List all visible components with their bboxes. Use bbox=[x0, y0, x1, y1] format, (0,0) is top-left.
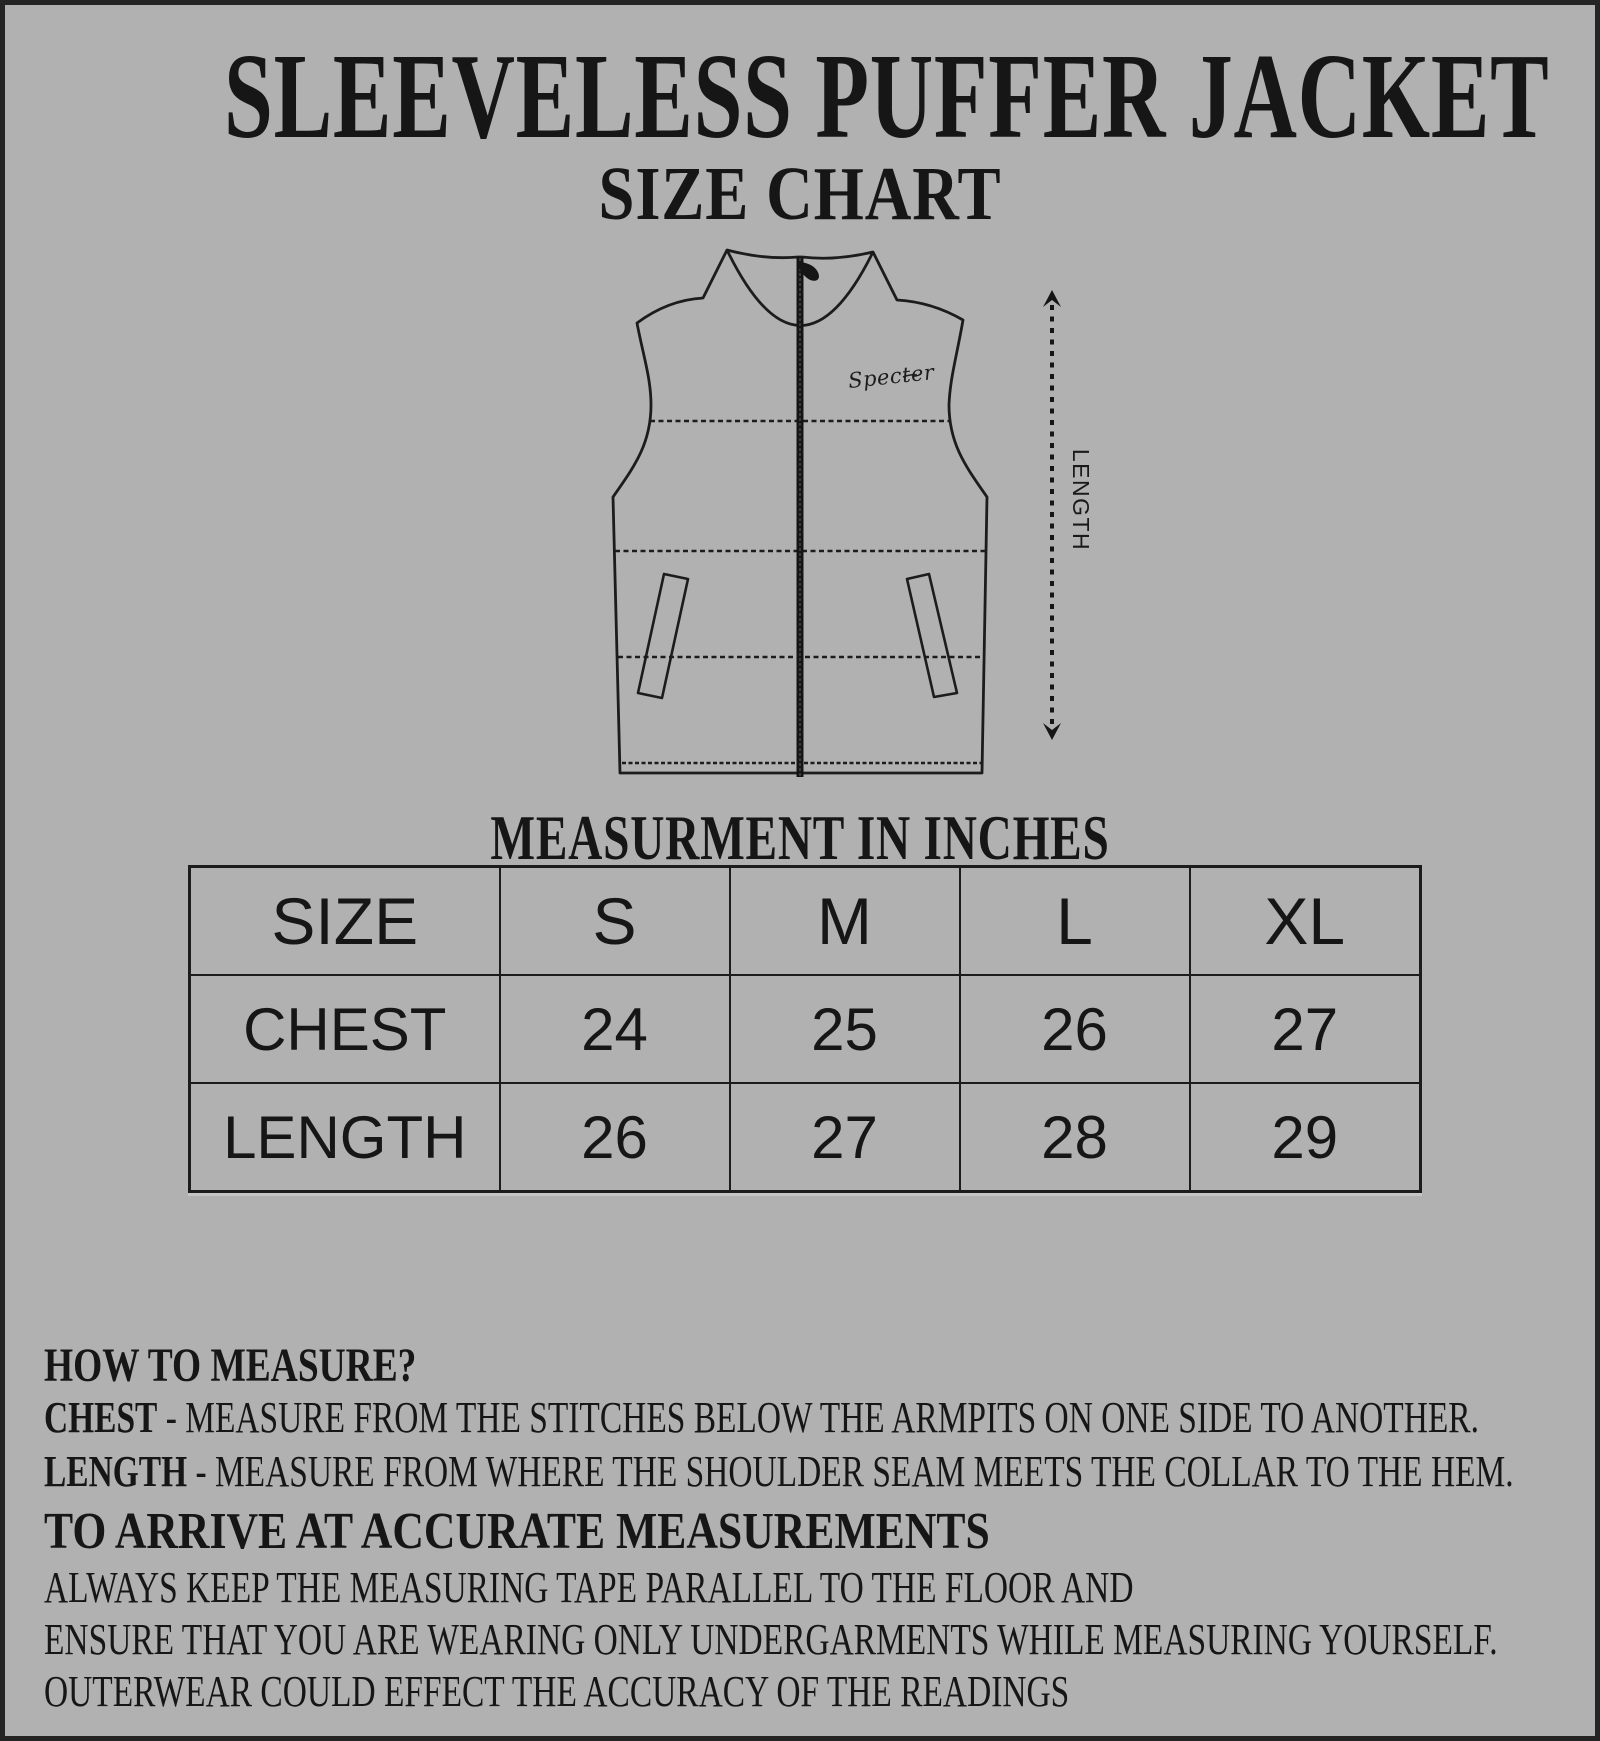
header-cell-l: L bbox=[960, 867, 1190, 976]
table-cell: 28 bbox=[960, 1083, 1190, 1192]
table-cell: 26 bbox=[960, 975, 1190, 1083]
measure-definition: - MEASURE FROM THE STITCHES BELOW THE ARMPITS ON ONE SIDE TO ANOTHER. bbox=[165, 1393, 1479, 1442]
header-cell-xl: XL bbox=[1190, 867, 1421, 976]
measure-term: LENGTH bbox=[44, 1447, 188, 1496]
how-to-measure-heading: HOW TO MEASURE? bbox=[44, 1339, 417, 1392]
jacket-diagram bbox=[545, 235, 1125, 795]
length-arrow bbox=[1043, 290, 1094, 740]
table-row-chest bbox=[190, 975, 1421, 1083]
accuracy-heading: TO ARRIVE AT ACCURATE MEASUREMENTS bbox=[44, 1503, 990, 1560]
length-arrow-label: LENGTH bbox=[1068, 448, 1094, 552]
table-cell: 27 bbox=[730, 1083, 960, 1192]
table-cell: 24 bbox=[500, 975, 730, 1083]
row-label: LENGTH bbox=[190, 1083, 500, 1192]
page-subtitle: SIZE CHART bbox=[598, 152, 1002, 236]
size-chart-table bbox=[188, 865, 1422, 1193]
measure-item-chest bbox=[44, 1392, 1479, 1443]
brand-logo: Specter bbox=[847, 360, 936, 393]
measure-term: CHEST bbox=[44, 1393, 158, 1442]
accuracy-line-2: ENSURE THAT YOU ARE WEARING ONLY UNDERGARMENTS WHILE MEASURING YOURSELF. bbox=[44, 1615, 1498, 1664]
measure-definition: - MEASURE FROM WHERE THE SHOULDER SEAM MEETS THE COLLAR TO THE HEM. bbox=[195, 1447, 1514, 1496]
arrowhead-up-icon bbox=[1043, 290, 1061, 307]
accuracy-line-3: OUTERWEAR COULD EFFECT THE ACCURACY OF THE READINGS bbox=[44, 1667, 1070, 1716]
header-cell-m: M bbox=[730, 867, 960, 976]
header-cell-s: S bbox=[500, 867, 730, 976]
table-cell: 27 bbox=[1190, 975, 1421, 1083]
table-cell: 25 bbox=[730, 975, 960, 1083]
row-label: CHEST bbox=[190, 975, 500, 1083]
accuracy-line-1: ALWAYS KEEP THE MEASURING TAPE PARALLEL TO THE FLOOR AND bbox=[44, 1563, 1134, 1612]
table-row-length bbox=[190, 1083, 1421, 1192]
table-caption: MEASURMENT IN INCHES bbox=[490, 802, 1110, 873]
measure-item-length bbox=[44, 1446, 1514, 1497]
arrowhead-down-icon bbox=[1043, 723, 1061, 740]
table-cell: 29 bbox=[1190, 1083, 1421, 1192]
header-cell-size: SIZE bbox=[190, 867, 500, 976]
page-title: SLEEVELESS PUFFER JACKET bbox=[224, 29, 1550, 164]
table-cell: 26 bbox=[500, 1083, 730, 1192]
table-header-row bbox=[190, 867, 1421, 976]
